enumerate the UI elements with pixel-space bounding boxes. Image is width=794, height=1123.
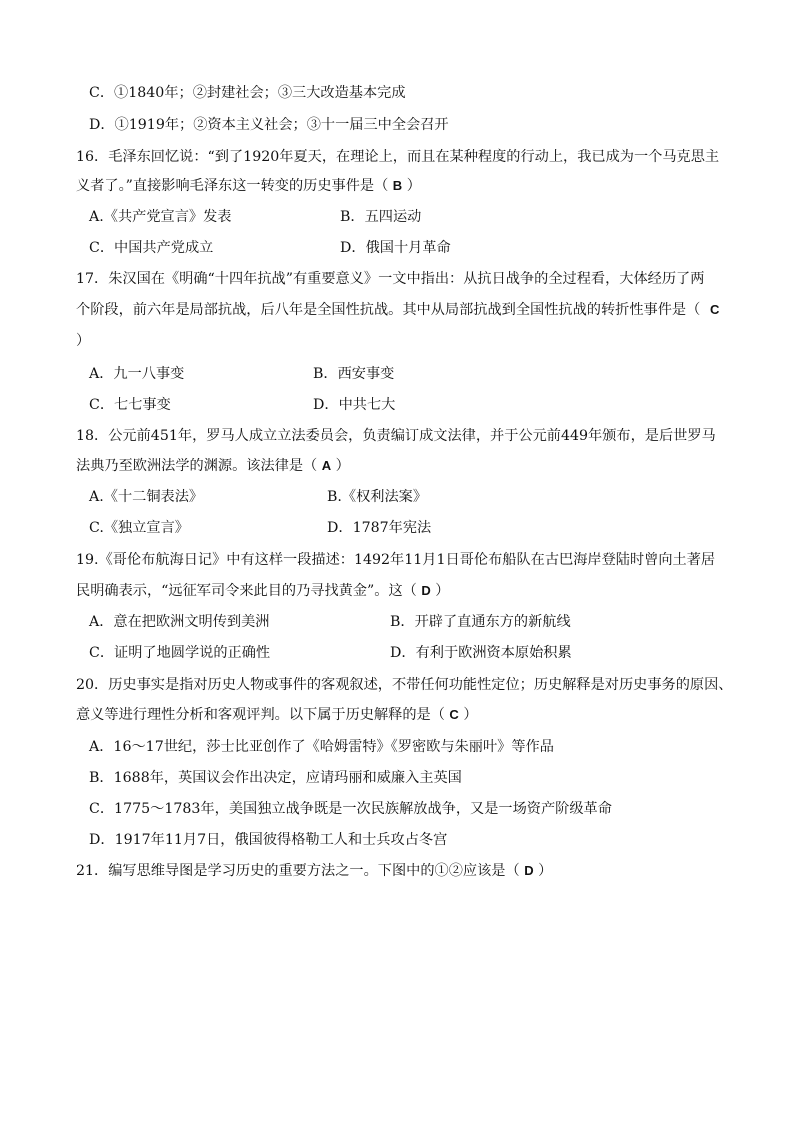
question-17-option-a: A．九一八事变 <box>89 366 185 382</box>
question-19-line-2: 民明确表示，“远征军司令来此目的乃寻找黄金”。这（ D ） <box>76 583 450 599</box>
question-20-line-2: 意义等进行理性分析和客观评判。以下属于历史解释的是（ C ） <box>76 707 478 723</box>
answer-21: D <box>524 863 534 878</box>
answer-20: C <box>449 707 459 722</box>
question-18-option-a: A.《十二铜表法》 <box>89 489 204 505</box>
question-20-option-c: C．1775～1783年，美国独立战争既是一次民族解放战争，又是一场资产阶级革命 <box>89 801 612 817</box>
question-19-line-1: 19.《哥伦布航海日记》中有这样一段描述：1492年11月1日哥伦布船队在古巴海岸登陆时曾向土著居 <box>76 552 716 568</box>
question-18-line-2: 法典乃至欧洲法学的渊源。该法律是（ A ） <box>76 458 350 474</box>
answer-17: C <box>710 302 720 317</box>
question-16-line-1: 16．毛泽东回忆说：“到了1920年夏天，在理论上，而且在某种程度的行动上，我已成为一个马克思主 <box>76 149 720 165</box>
question-20-option-b: B．1688年，英国议会作出决定，应请玛丽和威廉入主英国 <box>89 770 462 786</box>
question-17-line-2: 个阶段，前六年是局部抗战，后八年是全国性抗战。其中从局部抗战到全国性抗战的转折性事件是（ <box>76 302 701 318</box>
question-17-option-d: D．中共七大 <box>313 397 396 413</box>
question-16-option-d: D．俄国十月革命 <box>340 240 451 256</box>
question-18-option-d: D．1787年宪法 <box>327 520 432 536</box>
question-19-option-b: B．开辟了直通东方的新航线 <box>390 614 571 630</box>
question-19-option-a: A．意在把欧洲文明传到美洲 <box>89 614 270 630</box>
option-d-prev: D．①1919年；②资本主义社会；③十一届三中全会召开 <box>89 117 449 133</box>
answer-16: B <box>392 178 403 193</box>
question-20-option-d: D．1917年11月7日，俄国彼得格勒工人和士兵攻占冬宫 <box>89 832 448 848</box>
question-16-option-b: B．五四运动 <box>340 209 422 225</box>
question-17-option-b: B．西安事变 <box>313 366 395 382</box>
question-20-line-1: 20．历史事实是指对历史人物或事件的客观叙述，不带任何功能性定位；历史解释是对历史事务的原因、 <box>76 677 733 693</box>
question-21-line-1: 21．编写思维导图是学习历史的重要方法之一。下图中的①②应该是（ D ） <box>76 863 553 879</box>
question-17-line-1: 17．朱汉国在《明确“十四年抗战”有重要意义》一文中指出：从抗日战争的全过程看，大体经历了两 <box>76 271 705 287</box>
question-16-option-c: C．中国共产党成立 <box>89 240 214 256</box>
answer-18: A <box>321 458 332 473</box>
question-18-line-1: 18．公元前451年，罗马人成立立法委员会，负责编订成文法律，并于公元前449年颁布，是后世罗马 <box>76 428 716 444</box>
answer-19: D <box>421 583 431 598</box>
question-19-option-d: D．有利于欧洲资本原始积累 <box>390 645 572 661</box>
question-16-line-2: 义者了。”直接影响毛泽东这一转变的历史事件是（ B ） <box>76 178 421 194</box>
question-18-option-b: B.《权利法案》 <box>327 489 428 505</box>
question-18-option-c: C.《独立宣言》 <box>89 520 189 536</box>
option-c-prev: C．①1840年；②封建社会；③三大改造基本完成 <box>89 85 406 101</box>
question-16-option-a: A.《共产党宣言》发表 <box>89 209 232 225</box>
question-19-option-c: C．证明了地圆学说的正确性 <box>89 645 271 661</box>
question-17-line-3: ） <box>76 333 91 349</box>
question-17-option-c: C．七七事变 <box>89 397 171 413</box>
question-20-option-a: A．16～17世纪，莎士比亚创作了《哈姆雷特》《罗密欧与朱丽叶》等作品 <box>89 739 554 755</box>
